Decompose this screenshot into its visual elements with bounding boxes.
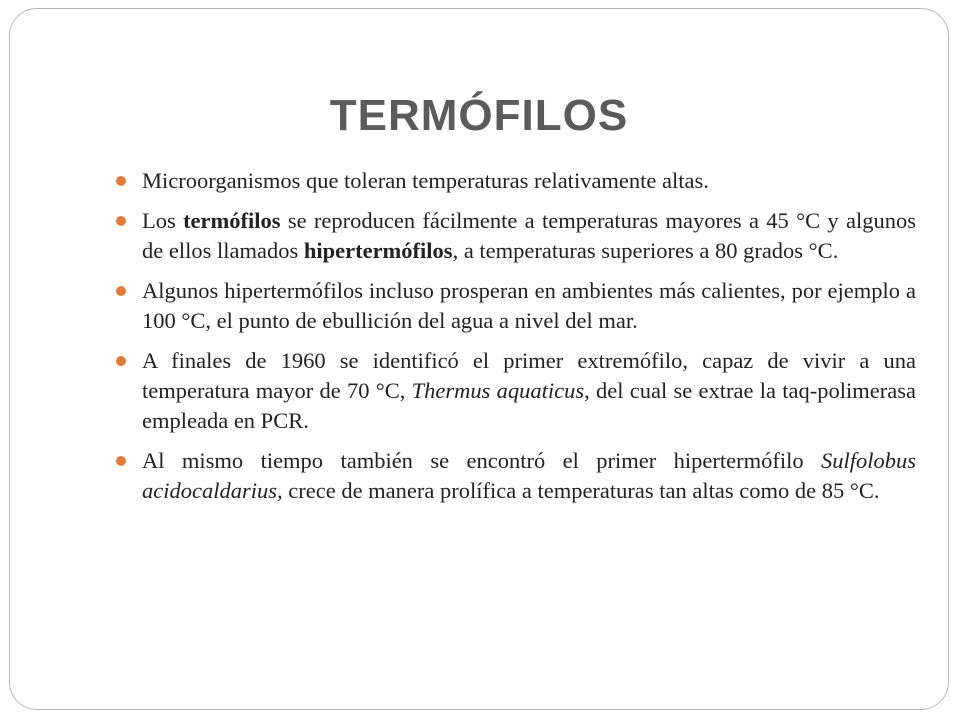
bullet-item-5 xyxy=(116,446,916,506)
bullet-dot-icon xyxy=(116,176,126,186)
species-name: Thermus aquaticus xyxy=(411,378,585,403)
bullet-item-2 xyxy=(116,206,916,266)
bullet-dot-icon xyxy=(116,216,126,226)
bullet-text: se reproducen fácilmente a temperaturas mayores a 45 °C y algunos de ellos llamados xyxy=(142,208,916,263)
bullet-item-1 xyxy=(116,166,916,196)
bullet-text: Al mismo tiempo también se encontró el primer hipertermófilo xyxy=(142,448,821,473)
slide-frame xyxy=(9,8,949,710)
bullet-dot-icon xyxy=(116,456,126,466)
bullet-list xyxy=(116,166,916,516)
bullet-text: crece de manera prolífica a temperaturas tan altas como de 85 °C. xyxy=(282,478,880,503)
bullet-item-4 xyxy=(116,346,916,436)
bullet-text: , del cual se extrae la taq-polimerasa empleada en PCR. xyxy=(142,378,916,433)
bullet-text: Microorganismos que toleran temperaturas relativamente altas. xyxy=(142,168,709,193)
bullet-dot-icon xyxy=(116,286,126,296)
species-name: Sulfolobus acidocaldarius, xyxy=(142,448,916,503)
slide-title: TERMÓFILOS xyxy=(329,91,629,140)
bullet-item-3 xyxy=(116,276,916,336)
bold-term: hipertermófilos xyxy=(303,238,453,263)
bullet-text: A finales de 1960 se identificó el primer extremófilo, capaz de vivir a una temperatura mayor de 70 °C, xyxy=(142,348,916,403)
bullet-dot-icon xyxy=(116,356,126,366)
bullet-text: Algunos hipertermófilos incluso prosperan en ambientes más calientes, por ejemplo a 100 °C, el punto de ebullición del agua a nivel del mar. xyxy=(142,278,916,333)
bold-term: termófilos xyxy=(183,208,281,233)
bullet-text: Los xyxy=(142,208,184,233)
bullet-text: , a temperaturas superiores a 80 grados °C. xyxy=(452,238,839,263)
